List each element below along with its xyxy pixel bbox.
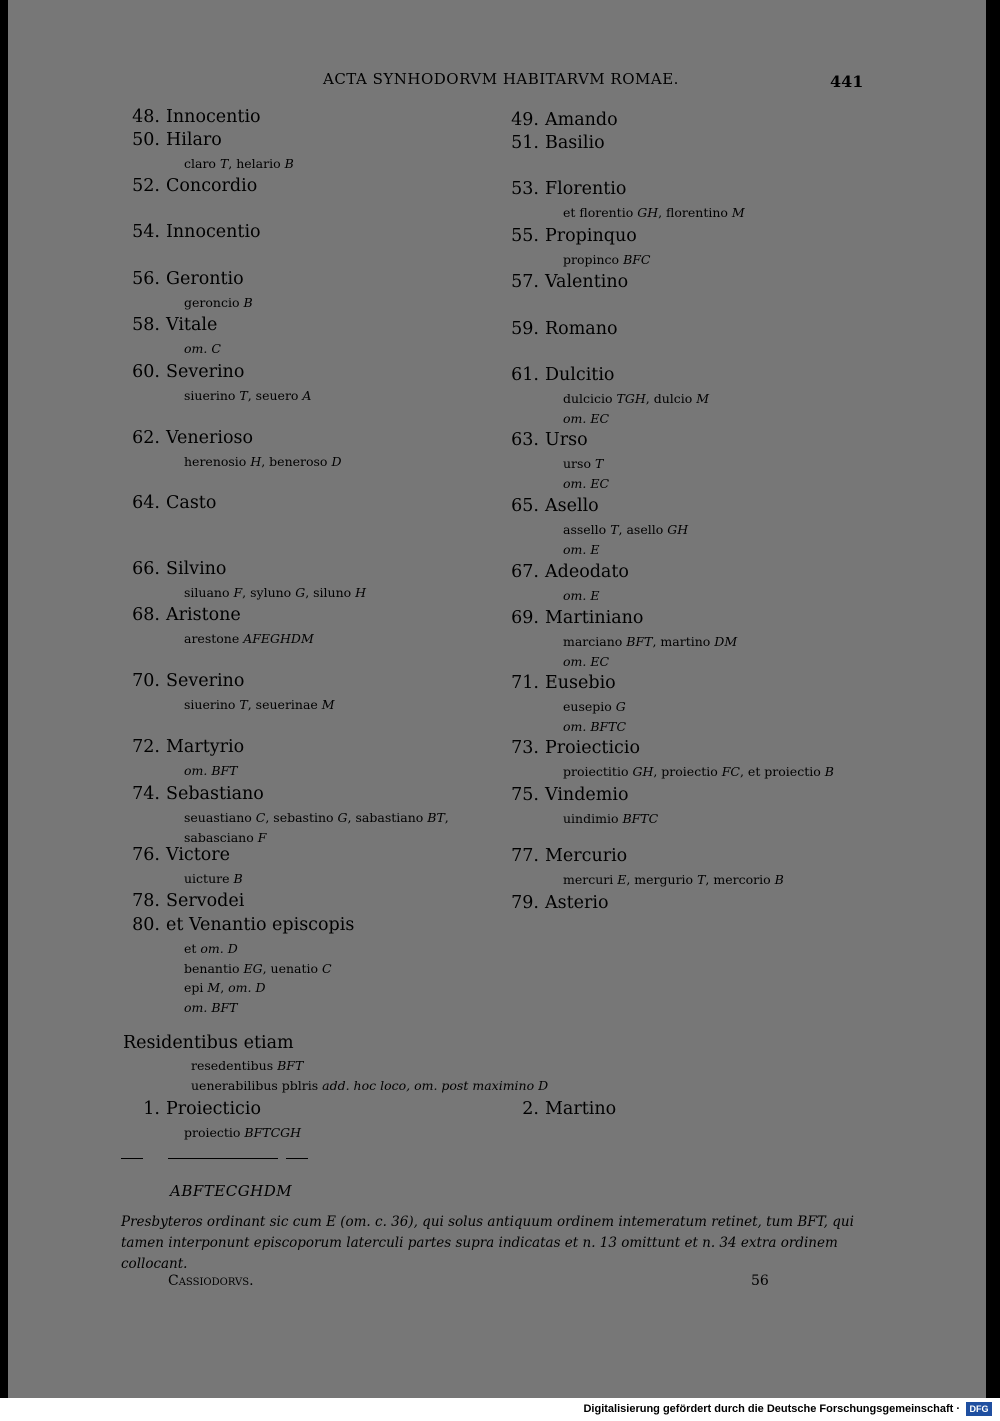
entry-number: 61. (511, 365, 539, 385)
entry-number: 80. (132, 915, 160, 935)
left-entry-70 (121, 671, 244, 691)
variant-reading-line (563, 542, 599, 557)
variant-sigla: T (610, 522, 619, 537)
entry-number: 54. (132, 222, 160, 242)
entry-name: Venerioso (166, 428, 254, 448)
variant-reading-line (184, 697, 335, 712)
entry-name: Vindemio (545, 785, 629, 805)
entry-number: 59. (511, 319, 539, 339)
entry-name: Eusebio (545, 673, 616, 693)
variant-reading-line (184, 156, 294, 171)
variant-sigla: GH (632, 764, 654, 779)
entry-name: Victore (166, 845, 231, 865)
variant-reading: , (444, 810, 449, 825)
variant-sigla: TGH (616, 391, 646, 406)
variant-sigla: om. EC (563, 653, 610, 669)
entry-name: et Venantio episcopis (166, 915, 355, 935)
left-entry-58 (121, 315, 217, 335)
left-entry-76 (121, 845, 230, 865)
variant-reading: , mercorio (705, 872, 775, 887)
variant-reading: seuastiano (184, 810, 256, 825)
entry-number: 74. (132, 784, 160, 804)
variant-reading: proiectio (184, 1125, 245, 1140)
entry-name: Romano (545, 319, 618, 339)
right-entry-57 (500, 272, 628, 292)
entry-name: Severino (166, 362, 245, 382)
variant-reading: dulcicio (563, 391, 617, 406)
left-entry-62 (121, 428, 253, 448)
entry-name: Martiniano (545, 608, 644, 628)
variant-sigla: BFTCGH (244, 1125, 302, 1140)
variant-sigla: H (355, 585, 367, 600)
entry-number: 53. (511, 179, 539, 199)
entry-name: Amando (545, 110, 618, 130)
variant-reading: , sebastino (265, 810, 338, 825)
variant-reading-line (184, 871, 243, 886)
entry-name: Asello (545, 496, 599, 516)
right-entry-61 (500, 365, 614, 385)
entry-number: 48. (132, 107, 160, 127)
entry-number: 50. (132, 130, 160, 150)
variant-reading: epi (184, 980, 208, 995)
entry-name: Propinquo (545, 226, 637, 246)
variant-sigla: B (774, 872, 784, 887)
scanned-page (8, 0, 986, 1398)
entry-number: 62. (132, 428, 160, 448)
entry-name: Casto (166, 493, 217, 513)
entry-number: 71. (511, 673, 539, 693)
sigla-line: ABFTECGHDM (170, 1182, 293, 1200)
variant-sigla: AFEGHDM (243, 631, 314, 646)
entry-number: 58. (132, 315, 160, 335)
entry-name: Mercurio (545, 846, 628, 866)
entry-number: 68. (132, 605, 160, 625)
entry-number: 64. (132, 493, 160, 513)
entry-number: 56. (132, 269, 160, 289)
variant-sigla: M (207, 980, 221, 995)
entry-number: 49. (511, 110, 539, 130)
variant-sigla: C (255, 810, 266, 825)
left-entry-60 (121, 362, 244, 382)
variant-sigla: BFT (277, 1058, 304, 1073)
entry-name: Severino (166, 671, 245, 691)
right-entry-49 (500, 110, 618, 130)
entry-number: 55. (511, 226, 539, 246)
variant-reading-line (563, 456, 603, 471)
variant-reading: , seuerinae (247, 697, 322, 712)
variant-sigla: om. C (184, 341, 221, 356)
variant-reading: , seuero (247, 388, 303, 403)
entry-name: Hilaro (166, 130, 222, 150)
variant-sigla: E (617, 872, 627, 887)
variant-sigla: add. hoc loco, om. post maximino D (322, 1078, 549, 1093)
entry-number: 75. (511, 785, 539, 805)
variant-reading: , florentino (658, 205, 732, 220)
variant-sigla: M (731, 205, 745, 220)
variant-reading: arestone (184, 631, 244, 646)
variant-reading-line (184, 961, 332, 976)
variant-reading: siuerino (184, 697, 240, 712)
variant-reading: marciano (563, 634, 627, 649)
variant-reading: et florentio (563, 205, 638, 220)
variant-reading: uindimio (563, 811, 623, 826)
entry-name: Innocentio (166, 107, 261, 127)
variant-sigla: T (594, 456, 604, 471)
variant-reading: proiectitio (563, 764, 633, 779)
left-entry-68 (121, 605, 241, 625)
right-entry-69 (500, 608, 643, 628)
right-entry-65 (500, 496, 599, 516)
variant-sigla: om. EC (563, 410, 610, 426)
residentibus-heading: Residentibus etiam (123, 1033, 294, 1053)
variant-reading-line (563, 634, 737, 649)
variant-sigla: T (697, 872, 706, 887)
entry-name: Innocentio (166, 222, 261, 242)
right-entry-79 (500, 893, 609, 913)
entry-name: Silvino (166, 559, 227, 579)
left-entry-64 (121, 493, 216, 513)
variant-sigla: F (257, 829, 267, 845)
right-entry-71 (500, 673, 616, 693)
entry-number: 57. (511, 272, 539, 292)
entry-number: 72. (132, 737, 160, 757)
variant-reading: , (220, 980, 229, 995)
entry-number: 65. (511, 496, 539, 516)
variant-reading: resedentibus (191, 1058, 278, 1073)
dfg-funding-text: Digitalisierung gefördert durch die Deutsche Forschungsgemeinschaft · (583, 1403, 960, 1415)
dfg-logo-icon: DFG (966, 1402, 992, 1416)
variant-sigla: B (243, 295, 253, 310)
right-entry-55 (500, 226, 637, 246)
entry-number: 52. (132, 176, 160, 196)
footer-author: Cassiodorvs. (168, 1273, 254, 1289)
variant-reading: propinco (563, 252, 624, 267)
entry-number: 79. (511, 893, 539, 913)
right-entry-63 (500, 430, 588, 450)
variant-sigla: T (219, 156, 229, 171)
entry-name: Proiecticio (166, 1099, 261, 1119)
variant-reading: benantio (184, 960, 244, 976)
variant-sigla: om. E (563, 541, 600, 557)
variant-reading-line (563, 588, 599, 603)
left-entry-72 (121, 737, 244, 757)
variant-sigla: B (824, 764, 834, 779)
variant-sigla: BFT (626, 634, 653, 649)
variant-reading: , et proiectio (739, 764, 825, 779)
variant-sigla: C (322, 960, 332, 976)
right-entry-77 (500, 846, 627, 866)
variant-sigla: om. BFT (184, 999, 238, 1015)
variant-reading-line (184, 631, 314, 646)
entry-name: Urso (545, 430, 588, 450)
variant-sigla: FC (721, 764, 740, 779)
variant-reading: claro (184, 156, 220, 171)
variant-reading: mercuri (563, 872, 618, 887)
left-entry-52 (121, 176, 257, 196)
entry-name: Concordio (166, 176, 258, 196)
variant-sigla: GH (667, 522, 689, 537)
left-entry-56 (121, 269, 244, 289)
page-number: 441 (830, 72, 864, 91)
variant-sigla: G (295, 585, 306, 600)
resident-entry-1 (121, 1099, 261, 1119)
entry-number: 73. (511, 738, 539, 758)
right-entry-53 (500, 179, 626, 199)
variant-reading: , dulcio (645, 391, 697, 406)
entry-name: Basilio (545, 133, 605, 153)
variant-sigla: G (337, 810, 348, 825)
variant-reading-line (184, 454, 341, 469)
variant-reading-line (184, 1000, 238, 1015)
entry-number: 66. (132, 559, 160, 579)
right-entry-73 (500, 738, 640, 758)
variant-sigla: om. EC (563, 475, 610, 491)
entry-name: Dulcitio (545, 365, 615, 385)
variant-sigla: om. BFTC (563, 718, 627, 734)
resident-entry-2 (500, 1099, 616, 1119)
variant-reading: geroncio (184, 295, 244, 310)
entry-name: Martino (545, 1099, 617, 1119)
variant-reading-line (563, 252, 651, 267)
entry-name: Servodei (166, 891, 245, 911)
variant-sigla: EG (243, 960, 263, 976)
variant-reading: , siluno (305, 585, 356, 600)
right-entry-51 (500, 133, 605, 153)
apparatus-rule (168, 1158, 278, 1159)
variant-reading-line (563, 205, 745, 220)
variant-reading-line (563, 522, 688, 537)
variant-reading-line (563, 872, 784, 887)
entry-name: Proiecticio (545, 738, 640, 758)
entry-number: 2. (522, 1099, 539, 1119)
variant-sigla: T (239, 697, 248, 712)
entry-number: 60. (132, 362, 160, 382)
left-entry-74 (121, 784, 264, 804)
entry-number: 78. (132, 891, 160, 911)
variant-sigla: A (302, 388, 312, 403)
variant-sigla: D (331, 454, 342, 469)
residentibus-variant-1 (191, 1058, 303, 1073)
variant-reading-line (184, 763, 238, 778)
variant-reading: , beneroso (261, 454, 332, 469)
variant-reading: , uenatio (262, 960, 323, 976)
running-header: ACTA SYNHODORVM HABITARVM ROMAE. (323, 70, 679, 88)
variant-sigla: M (321, 697, 335, 712)
variant-reading: , helario (228, 156, 285, 171)
entry-number: 77. (511, 846, 539, 866)
variant-reading: eusepio (563, 699, 616, 714)
variant-reading-line (563, 654, 609, 669)
variant-reading: siuerino (184, 388, 240, 403)
variant-reading-line (563, 719, 626, 734)
variant-sigla: om. BFT (184, 763, 238, 778)
variant-reading-line (184, 585, 366, 600)
apparatus-note: Presbyteros ordinant sic cum E (om. c. 36), qui solus antiquum ordinem intemeratum retinet, tum BFT, qui tamen interponunt episcoporum laterculi partes supra indicatas et n. 13 omittunt et n. 34 extra ordinem collocant. (121, 1214, 854, 1272)
entry-number: 69. (511, 608, 539, 628)
entry-number: 51. (511, 133, 539, 153)
variant-sigla: BFC (623, 252, 651, 267)
variant-reading-line (563, 391, 709, 406)
variant-sigla: om. D (228, 980, 266, 995)
variant-reading: siluano (184, 585, 234, 600)
variant-reading: uenerabilibus pblris (191, 1078, 323, 1093)
variant-reading-line (184, 980, 266, 995)
left-entry-54 (121, 222, 261, 242)
footer-signature: 56 (751, 1273, 769, 1289)
left-entry-66 (121, 559, 226, 579)
right-entry-59 (500, 319, 618, 339)
residentibus-variant-2 (191, 1078, 548, 1093)
variant-sigla: om. E (563, 588, 600, 603)
right-entry-75 (500, 785, 628, 805)
entry-number: 1. (143, 1099, 160, 1119)
variant-reading-line (563, 476, 609, 491)
entry-name: Vitale (166, 315, 218, 335)
variant-reading: urso (563, 456, 595, 471)
right-entry-67 (500, 562, 629, 582)
variant-reading-line (184, 295, 253, 310)
variant-reading-line (184, 341, 221, 356)
variant-reading: et (184, 941, 201, 956)
variant-sigla: B (284, 156, 294, 171)
dfg-banner (0, 1398, 1000, 1421)
apparatus-rule (121, 1158, 143, 1159)
variant-reading: sabasciano (184, 829, 258, 845)
variant-sigla: F (233, 585, 243, 600)
variant-sigla: M (696, 391, 710, 406)
apparatus-rule (286, 1158, 308, 1159)
left-entry-80 (121, 915, 354, 935)
entry-number: 70. (132, 671, 160, 691)
variant-reading: uicture (184, 871, 234, 886)
left-entry-48 (121, 107, 261, 127)
entry-number: 76. (132, 845, 160, 865)
variant-reading-line (184, 810, 449, 825)
variant-sigla: H (250, 454, 262, 469)
variant-sigla: GH (637, 205, 659, 220)
entry-name: Aristone (166, 605, 241, 625)
variant-sigla: BFTC (622, 811, 659, 826)
variant-sigla: B (233, 871, 243, 886)
variant-reading: , martino (652, 634, 715, 649)
variant-reading: , sabastiano (347, 810, 428, 825)
variant-reading-line (184, 941, 238, 956)
variant-reading-line (563, 699, 626, 714)
variant-reading-line (563, 764, 834, 779)
entry-name: Florentio (545, 179, 627, 199)
variant-sigla: DM (714, 634, 738, 649)
variant-sigla: om. D (200, 941, 238, 956)
entry-name: Sebastiano (166, 784, 264, 804)
variant-sigla: T (239, 388, 248, 403)
variant-reading: assello (563, 522, 611, 537)
entry-name: Martyrio (166, 737, 245, 757)
variant-reading: , merguriо (626, 872, 698, 887)
left-entry-50 (121, 130, 222, 150)
variant-reading: , asello (618, 522, 668, 537)
variant-reading: , proiectio (653, 764, 722, 779)
resident-entry-1-variant (184, 1125, 301, 1140)
entry-number: 67. (511, 562, 539, 582)
variant-sigla: G (615, 699, 626, 714)
variant-sigla: BT (427, 810, 445, 825)
variant-reading-line (184, 388, 311, 403)
variant-reading-line (563, 411, 609, 426)
entry-name: Gerontio (166, 269, 244, 289)
left-entry-78 (121, 891, 244, 911)
variant-reading-line (563, 811, 658, 826)
variant-reading: herenosio (184, 454, 251, 469)
entry-number: 63. (511, 430, 539, 450)
entry-name: Valentino (545, 272, 629, 292)
entry-name: Adeodato (545, 562, 629, 582)
variant-reading: , syluno (242, 585, 296, 600)
variant-reading-line (184, 830, 266, 845)
entry-name: Asterio (545, 893, 609, 913)
